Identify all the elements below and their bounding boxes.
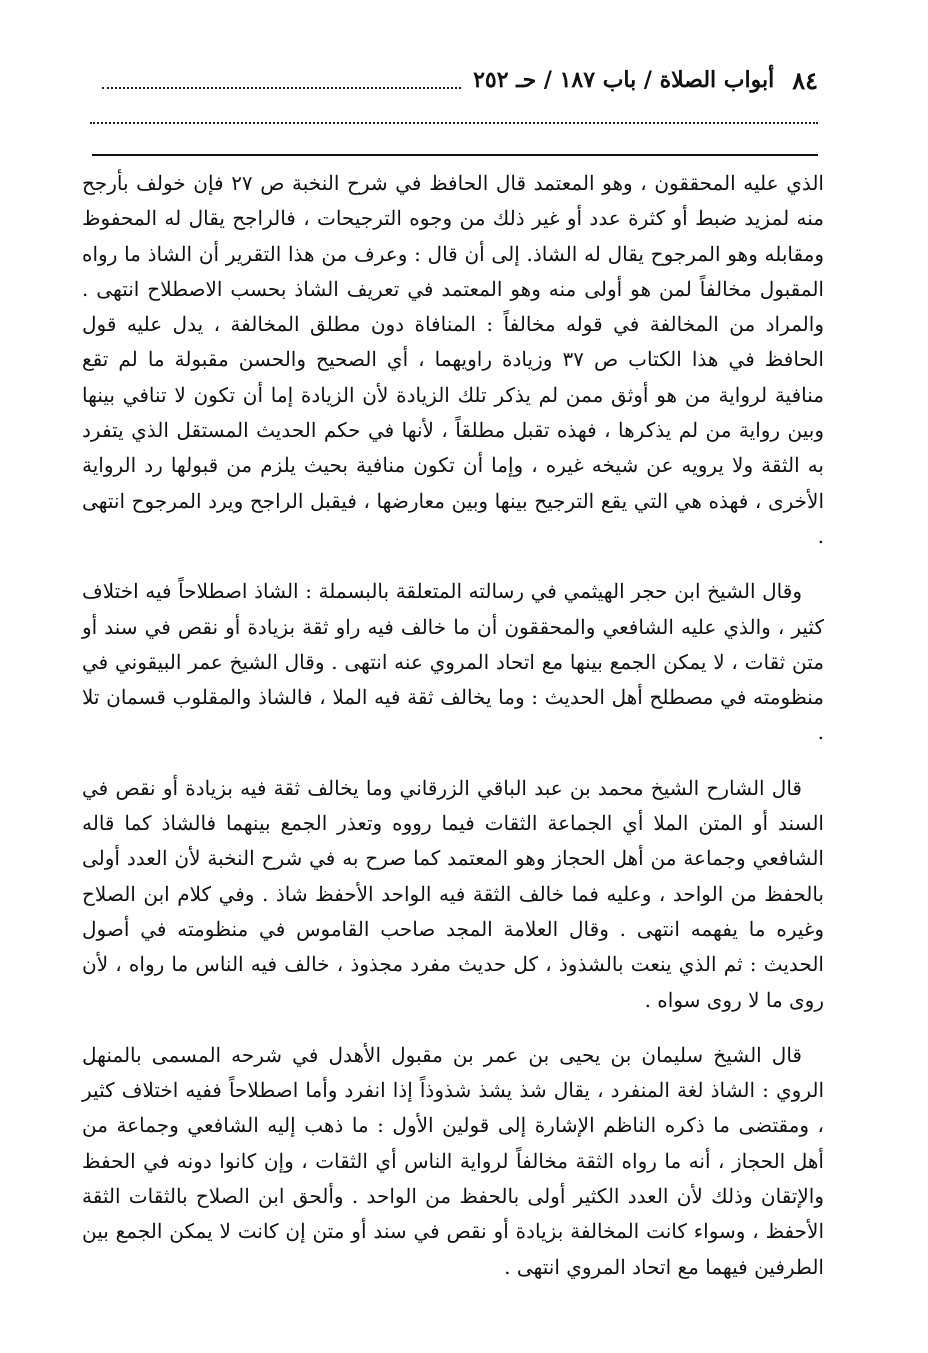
- header-dotted-leader: [102, 87, 461, 89]
- running-title: أبواب الصلاة / باب ١٨٧ / حـ ٢٥٢: [473, 67, 775, 93]
- running-header: [90, 62, 818, 98]
- paragraph-2: وقال الشيخ ابن حجر الهيثمي في رسالته المتعلقة بالبسملة : الشاذ اصطلاحاً فيه اختلاف كثير ، والذي عليه الشافعي والمحققون أن ما خالف فيه راو ثقة بزيادة أو نقص في سند أو متن ثقات ، لا يمكن الجمع بينها مع اتحاد المروي عنه انتهى . وقال الشيخ عمر البيقوني في منظومته في مصطلح أهل الحديث : وما يخالف ثقة فيه الملا ، فالشاذ والمقلوب قسمان تلا .: [82, 579, 824, 745]
- page-number: ٨٤: [792, 65, 818, 95]
- body-text: [82, 166, 824, 1285]
- paragraph-3: قال الشارح الشيخ محمد بن عبد الباقي الزرقاني وما يخالف ثقة فيه بزيادة أو نقص في السند أو المتن الملا أي الجماعة الثقات فيما رووه وتعذر الجمع بينهما فالشاذ كما قاله الشافعي وجماعة من أهل الحجاز وهو المعتمد كما صرح به في شرح النخبة لأن العدد أولى بالحفظ من الواحد ، وعليه فما خالف الثقة فيه الواحد الأحفظ شاذ . وفي كلام ابن الصلاح وغيره ما يفهمه انتهى . وقال العلامة المجد صاحب القاموس في منظومته في أصول الحديث : ثم الذي ينعت بالشذوذ ، كل حديث مفرد مجذوذ ، خالف فيه الناس ما رواه ، لأن روى ما لا روى سواه .: [82, 775, 824, 1012]
- header-rule: [92, 154, 818, 156]
- header-dotted-line: [90, 122, 818, 124]
- paragraph-1: الذي عليه المحققون ، وهو المعتمد قال الحافظ في شرح النخبة ص ٢٧ فإن خولف بأرجح منه لمزيد ضبط أو كثرة عدد أو غير ذلك من وجوه الترجيحات ، فالراجح يقال له المحفوظ ومقابله وهو المرجوح يقال له الشاذ. إلى أن قال : وعرف من هذا التقرير أن الشاذ ما رواه المقبول مخالفاً لمن هو أولى منه وهو المعتمد في تعريف الشاذ بحسب الاصطلاح انتهى . والمراد من المخالفة في قوله مخالفاً : المنافاة دون مطلق المخالفة ، يدل عليه قول الحافظ في هذا الكتاب ص ٣٧ وزيادة راويهما ، أي الصحيح والحسن مقبولة ما لم تقع منافية لرواية من هو أوثق ممن لم يذكر تلك الزيادة لأن الزيادة إما أن تكون لا تنافي بينها وبين رواية من لم يذكرها ، فهذه تقبل مطلقاً ، لأنها في حكم الحديث المستقل الذي يتفرد به الثقة ولا يرويه عن شيخه غيره ، وإما أن تكون منافية بحيث يلزم من قبولها رد الرواية الأخرى ، فهذه هي التي يقع الترجيح بينها وبين معارضها ، فيقبل الراجح ويرد المرجوح انتهى .: [82, 171, 824, 548]
- paragraph-4: قال الشيخ سليمان بن يحيى بن عمر بن مقبول الأهدل في شرحه المسمى بالمنهل الروي : الشاذ لغة المنفرد ، يقال شذ يشذ شذوذاً إذا انفرد وأما اصطلاحاً ففيه اختلاف كثير ، ومقتضى ما ذكره الناظم الإشارة إلى قولين الأول : ما ذهب إليه الشافعي وجماعة من أهل الحجاز ، أنه ما رواه الثقة مخالفاً لرواية الناس أي الثقات ، وإن كانوا دونه في الحفظ والإتقان وذلك لأن العدد الكثير أولى بالحفظ من الواحد . وألحق ابن الصلاح بالثقات الثقة الأحفظ ، وسواء كانت المخالفة بزيادة أو نقص في سند أو متن إن كانت لا يمكن الجمع بين الطرفين فيهما مع اتحاد المروي انتهى .: [82, 1042, 824, 1279]
